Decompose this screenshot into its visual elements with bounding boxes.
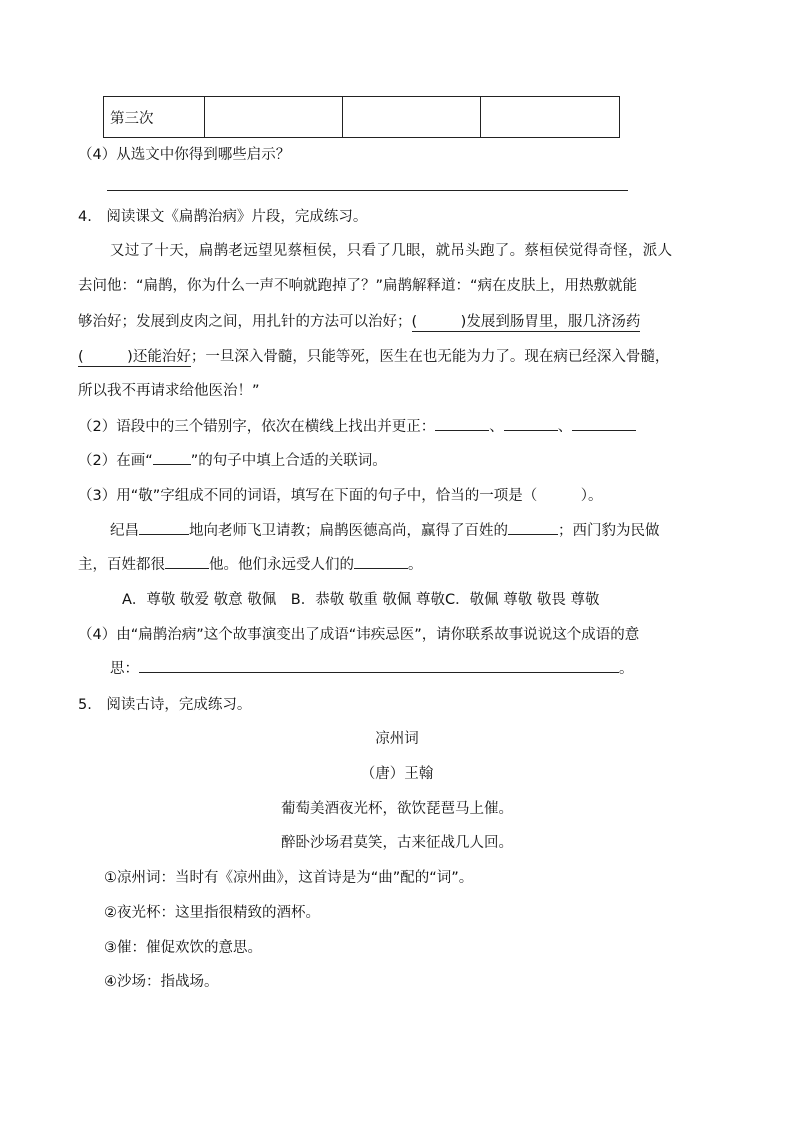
answer-blank[interactable]	[354, 554, 408, 569]
answer-blank[interactable]	[139, 658, 619, 673]
section-4-heading: 4. 阅读课文《扁鹊治病》片段，完成练习。	[78, 209, 368, 225]
table-cell-empty[interactable]	[481, 97, 620, 138]
poem-line: 醉卧沙场君莫笑，古来征战几人回。	[281, 835, 513, 851]
answer-blank[interactable]	[153, 450, 191, 465]
question-text: ”的句子中填上合适的关联词。	[190, 453, 387, 469]
section-5-heading: 5. 阅读古诗，完成练习。	[78, 697, 252, 713]
question-text: 。	[619, 661, 634, 677]
poem-line: 葡萄美酒夜光杯，欲饮琵琶马上催。	[281, 801, 513, 817]
question-3: （3）用“敬”字组成不同的词语，填写在下面的句子中，恰当的一项是（ ）。	[78, 488, 603, 504]
passage-text: 够治好；发展到皮肉之间，用扎针的方法可以治好；	[78, 314, 412, 330]
sentence-text: 地向老师飞卫请教；扁鹊医德高尚，赢得了百姓的	[189, 523, 508, 539]
sentence-text: ；西门豹为民做	[558, 523, 660, 539]
question-1	[78, 415, 636, 436]
answer-blank[interactable]	[165, 554, 209, 569]
table-row	[104, 97, 620, 138]
question-4-prev: （4）从选文中你得到哪些启示？	[78, 147, 291, 163]
poem-note: ④沙场：指战场。	[104, 974, 219, 990]
question-4: （4）由“扁鹊治病”这个故事演变出了成语“讳疾忌医”，请你联系故事说说这个成语的意	[78, 627, 640, 643]
underlined-sentence: ( )还能治好	[78, 349, 191, 365]
sentence-text: 。	[408, 557, 423, 573]
poem-note: ①凉州词：当时有《凉州曲》，这首诗是为“曲”配的“词”。	[104, 870, 474, 886]
question-4-answer	[110, 657, 634, 678]
answer-blank[interactable]	[508, 520, 558, 535]
sentence-text: 纪昌	[110, 523, 139, 539]
answer-line[interactable]	[107, 190, 628, 191]
poem-title: 凉州词	[375, 731, 419, 747]
answer-blank[interactable]	[435, 416, 489, 431]
question-text: （2）语段中的三个错别字，依次在横线上找出并更正：	[78, 419, 436, 435]
answer-table	[103, 96, 620, 138]
poem-author: （唐）王翰	[360, 766, 434, 782]
passage-line: 所以我不再请求给他医治！”	[78, 383, 260, 399]
question-text: （2）在画“	[78, 453, 153, 469]
separator: 、	[489, 419, 504, 435]
question-text: 思：	[110, 661, 139, 677]
passage-line	[78, 345, 669, 366]
table-cell-empty[interactable]	[205, 97, 343, 138]
answer-blank[interactable]	[139, 520, 189, 535]
passage-text: ；一旦深入骨髓，只能等死，医生在也无能为力了。现在病已经深入骨髓，	[190, 349, 670, 365]
sentence-text: 他。他们永远受人们的	[209, 557, 354, 573]
separator: 、	[557, 419, 573, 435]
question-3-sentence	[78, 553, 423, 574]
passage-line: 又过了十天，扁鹊老远望见蔡桓侯，只看了几眼，就吊头跑了。蔡桓侯觉得奇怪，派人	[110, 243, 673, 259]
answer-blank[interactable]	[504, 416, 558, 431]
table-cell-label: 第三次	[104, 97, 205, 138]
sentence-text: 主，百姓都很	[78, 557, 165, 573]
underlined-sentence: ( )发展到肠胃里，服几济汤药	[411, 314, 641, 330]
poem-note: ③催：催促欢饮的意思。	[104, 940, 262, 956]
question-2	[78, 449, 387, 470]
poem-note: ②夜光杯：这里指很精致的酒杯。	[104, 905, 320, 921]
question-3-sentence	[110, 519, 660, 540]
answer-blank[interactable]	[572, 416, 636, 431]
table-cell-empty[interactable]	[343, 97, 481, 138]
question-3-options: A．尊敬 敬爱 敬意 敬佩 B．恭敬 敬重 敬佩 尊敬C．敬佩 尊敬 敬畏 尊敬	[122, 592, 600, 608]
passage-line	[78, 310, 640, 331]
passage-line: 去问他：“扁鹊，你为什么一声不响就跑掉了？”扁鹊解释道：“病在皮肤上，用热敷就能	[78, 278, 638, 294]
